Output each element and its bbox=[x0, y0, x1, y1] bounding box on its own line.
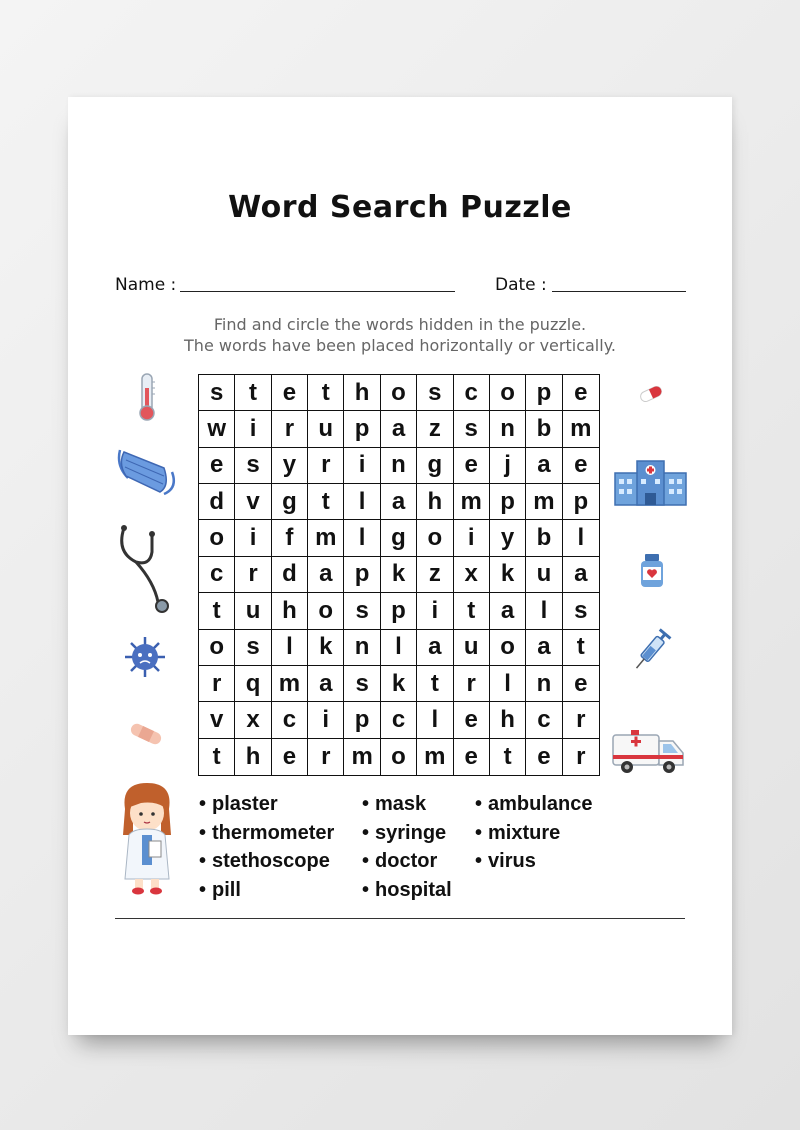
grid-cell[interactable]: g bbox=[381, 520, 417, 556]
grid-cell[interactable]: t bbox=[417, 666, 453, 702]
word-list-item: • plaster bbox=[199, 790, 334, 819]
name-label: Name : bbox=[115, 275, 177, 295]
grid-cell[interactable]: r bbox=[235, 557, 271, 593]
grid-cell[interactable]: o bbox=[490, 630, 526, 666]
grid-cell[interactable]: e bbox=[563, 448, 599, 484]
word-list-item: • pill bbox=[199, 876, 334, 905]
grid-cell[interactable]: f bbox=[272, 520, 308, 556]
grid-cell[interactable]: l bbox=[381, 630, 417, 666]
grid-cell[interactable]: b bbox=[526, 411, 562, 447]
grid-cell[interactable]: i bbox=[417, 593, 453, 629]
grid-cell[interactable]: t bbox=[454, 593, 490, 629]
word-list-item: • hospital bbox=[362, 876, 452, 905]
grid-cell[interactable]: m bbox=[454, 484, 490, 520]
grid-cell[interactable]: t bbox=[308, 375, 344, 411]
grid-cell[interactable]: x bbox=[235, 702, 271, 738]
grid-cell[interactable]: h bbox=[272, 593, 308, 629]
grid-cell[interactable]: g bbox=[272, 484, 308, 520]
grid-cell[interactable]: l bbox=[417, 702, 453, 738]
grid-cell[interactable]: p bbox=[344, 557, 380, 593]
word-list-item: • virus bbox=[475, 847, 593, 876]
grid-cell[interactable]: z bbox=[417, 557, 453, 593]
grid-cell[interactable]: r bbox=[199, 666, 235, 702]
grid-cell[interactable]: l bbox=[490, 666, 526, 702]
word-list-item: • thermometer bbox=[199, 819, 334, 848]
grid-cell[interactable]: r bbox=[454, 666, 490, 702]
grid-cell[interactable]: e bbox=[563, 666, 599, 702]
grid-cell[interactable]: k bbox=[381, 557, 417, 593]
grid-cell[interactable]: r bbox=[576, 742, 586, 770]
grid-cell[interactable]: o bbox=[490, 375, 526, 411]
instruction-line-1: Find and circle the words hidden in the puzzle. bbox=[213, 315, 587, 334]
grid-cell[interactable]: m bbox=[308, 520, 344, 556]
grid-cell[interactable]: v bbox=[199, 702, 235, 738]
thermometer-icon bbox=[136, 372, 158, 422]
grid-cell[interactable]: m bbox=[272, 666, 308, 702]
grid-cell[interactable]: h bbox=[417, 484, 453, 520]
grid-cell[interactable]: c bbox=[272, 702, 308, 738]
grid-cell[interactable]: c bbox=[454, 375, 490, 411]
word-list-item: • mixture bbox=[475, 819, 593, 848]
grid-cell[interactable]: u bbox=[308, 411, 344, 447]
grid-cell[interactable]: e bbox=[526, 739, 562, 775]
grid-cell[interactable]: p bbox=[344, 702, 380, 738]
grid-cell[interactable]: l bbox=[526, 593, 562, 629]
word-list-column-3 bbox=[475, 790, 593, 876]
grid-cell[interactable]: o bbox=[417, 520, 453, 556]
grid-cell[interactable]: m bbox=[344, 739, 380, 775]
pill-capsule-icon bbox=[638, 384, 664, 404]
grid-cell[interactable]: b bbox=[526, 520, 562, 556]
grid-cell[interactable]: h bbox=[344, 375, 380, 411]
grid-cell[interactable]: j bbox=[490, 448, 526, 484]
grid-cell[interactable]: l bbox=[344, 484, 380, 520]
grid-cell[interactable]: a bbox=[381, 484, 417, 520]
grid-cell[interactable]: q bbox=[235, 666, 271, 702]
grid-cell[interactable]: e bbox=[272, 739, 308, 775]
grid-cell[interactable]: t bbox=[235, 375, 271, 411]
grid-cell[interactable]: l bbox=[344, 520, 380, 556]
grid-cell[interactable]: p bbox=[344, 411, 380, 447]
grid-cell[interactable]: e bbox=[454, 739, 490, 775]
grid-cell[interactable]: a bbox=[526, 448, 562, 484]
grid-cell[interactable]: o bbox=[199, 630, 235, 666]
doctor-girl-illustration bbox=[111, 779, 183, 899]
grid-cell[interactable]: s bbox=[563, 593, 599, 629]
grid-cell[interactable]: k bbox=[381, 666, 417, 702]
date-field-line[interactable] bbox=[552, 291, 686, 292]
stethoscope-icon bbox=[116, 522, 176, 614]
grid-cell[interactable]: r bbox=[272, 411, 308, 447]
grid-cell[interactable]: y bbox=[272, 448, 308, 484]
grid-cell[interactable]: p bbox=[381, 593, 417, 629]
grid-cell[interactable]: a bbox=[308, 557, 344, 593]
grid-cell[interactable]: w bbox=[199, 411, 235, 447]
grid-cell[interactable]: e bbox=[454, 448, 490, 484]
grid-cell[interactable]: g bbox=[417, 448, 453, 484]
grid-cell[interactable]: s bbox=[417, 375, 453, 411]
grid-cell[interactable]: l bbox=[272, 630, 308, 666]
grid-cell[interactable]: p bbox=[563, 484, 599, 520]
grid-cell[interactable]: c bbox=[381, 702, 417, 738]
grid-cell[interactable]: m bbox=[417, 739, 453, 775]
virus-icon bbox=[123, 635, 167, 679]
grid-cell[interactable]: s bbox=[454, 411, 490, 447]
grid-cell[interactable]: s bbox=[235, 448, 271, 484]
grid-cell[interactable]: c bbox=[526, 702, 562, 738]
grid-cell[interactable]: i bbox=[235, 520, 271, 556]
grid-cell[interactable]: a bbox=[308, 666, 344, 702]
grid-cell[interactable]: a bbox=[381, 411, 417, 447]
grid-cell[interactable]: r bbox=[308, 739, 344, 775]
grid-cell[interactable]: i bbox=[308, 702, 344, 738]
grid-cell[interactable]: t bbox=[199, 593, 235, 629]
grid-cell[interactable]: t bbox=[490, 739, 526, 775]
word-list-item: • ambulance bbox=[475, 790, 593, 819]
grid-cell[interactable]: o bbox=[381, 739, 417, 775]
grid-cell[interactable]: m bbox=[563, 411, 599, 447]
word-list-item: • mask bbox=[362, 790, 452, 819]
letter-grid bbox=[198, 374, 600, 776]
grid-cell[interactable]: c bbox=[199, 557, 235, 593]
face-mask-icon bbox=[114, 442, 178, 498]
medicine-bottle-icon bbox=[638, 553, 666, 589]
grid-cell[interactable]: o bbox=[381, 375, 417, 411]
grid-cell[interactable]: a bbox=[563, 557, 599, 593]
grid-cell[interactable]: t bbox=[308, 484, 344, 520]
grid-cell[interactable]: r bbox=[308, 448, 344, 484]
grid-cell[interactable]: s bbox=[344, 666, 380, 702]
grid-cell[interactable]: r bbox=[563, 702, 599, 738]
syringe-icon bbox=[628, 627, 672, 677]
date-label: Date : bbox=[495, 275, 547, 295]
grid-cell[interactable]: z bbox=[417, 411, 453, 447]
grid-cell[interactable]: e bbox=[563, 375, 599, 411]
grid-cell[interactable]: s bbox=[344, 593, 380, 629]
grid-cell[interactable]: i bbox=[454, 520, 490, 556]
grid-cell[interactable]: n bbox=[490, 411, 526, 447]
page-title: Word Search Puzzle bbox=[228, 190, 572, 225]
grid-cell[interactable]: a bbox=[490, 593, 526, 629]
grid-cell[interactable]: p bbox=[526, 375, 562, 411]
word-list-item: • stethoscope bbox=[199, 847, 334, 876]
grid-cell[interactable]: p bbox=[490, 484, 526, 520]
grid-cell[interactable]: k bbox=[490, 557, 526, 593]
grid-cell[interactable]: e bbox=[199, 448, 235, 484]
worksheet-paper bbox=[68, 97, 732, 1035]
word-list-column-1 bbox=[199, 790, 334, 904]
grid-cell[interactable]: l bbox=[563, 520, 599, 556]
instructions bbox=[68, 314, 732, 356]
grid-cell[interactable]: v bbox=[235, 484, 271, 520]
grid-cell[interactable]: e bbox=[454, 702, 490, 738]
grid-cell[interactable]: s bbox=[199, 375, 235, 411]
grid-cell[interactable]: u bbox=[235, 593, 271, 629]
bottom-divider bbox=[115, 918, 685, 919]
bandage-icon bbox=[128, 720, 164, 748]
ambulance-icon bbox=[611, 725, 685, 775]
grid-cell[interactable]: i bbox=[344, 448, 380, 484]
grid-cell[interactable]: a bbox=[417, 630, 453, 666]
grid-cell[interactable]: n bbox=[381, 448, 417, 484]
grid-cell[interactable]: d bbox=[272, 557, 308, 593]
grid-cell[interactable]: o bbox=[199, 520, 235, 556]
grid-cell[interactable]: i bbox=[235, 411, 271, 447]
grid-cell[interactable]: y bbox=[490, 520, 526, 556]
word-list-item: • doctor bbox=[362, 847, 452, 876]
grid-cell[interactable]: n bbox=[526, 666, 562, 702]
grid-cell[interactable]: a bbox=[526, 630, 562, 666]
grid-cell[interactable]: e bbox=[272, 375, 308, 411]
instruction-line-2: The words have been placed horizontally or vertically. bbox=[184, 336, 616, 355]
hospital-building-icon bbox=[613, 459, 688, 507]
grid-cell[interactable]: u bbox=[526, 557, 562, 593]
grid-cell[interactable]: d bbox=[199, 484, 235, 520]
grid-cell[interactable]: x bbox=[454, 557, 490, 593]
grid-cell[interactable]: s bbox=[235, 630, 271, 666]
grid-cell[interactable]: h bbox=[235, 739, 271, 775]
grid-cell[interactable]: n bbox=[344, 630, 380, 666]
word-list-column-2 bbox=[362, 790, 452, 904]
word-list-item: • syringe bbox=[362, 819, 452, 848]
grid-cell[interactable]: h bbox=[490, 702, 526, 738]
grid-cell[interactable]: m bbox=[526, 484, 562, 520]
name-field-line[interactable] bbox=[180, 291, 455, 292]
grid-cell[interactable]: k bbox=[308, 630, 344, 666]
grid-cell[interactable]: o bbox=[308, 593, 344, 629]
grid-cell[interactable]: u bbox=[454, 630, 490, 666]
grid-cell[interactable]: t bbox=[199, 739, 235, 775]
grid-cell[interactable]: t bbox=[563, 630, 599, 666]
